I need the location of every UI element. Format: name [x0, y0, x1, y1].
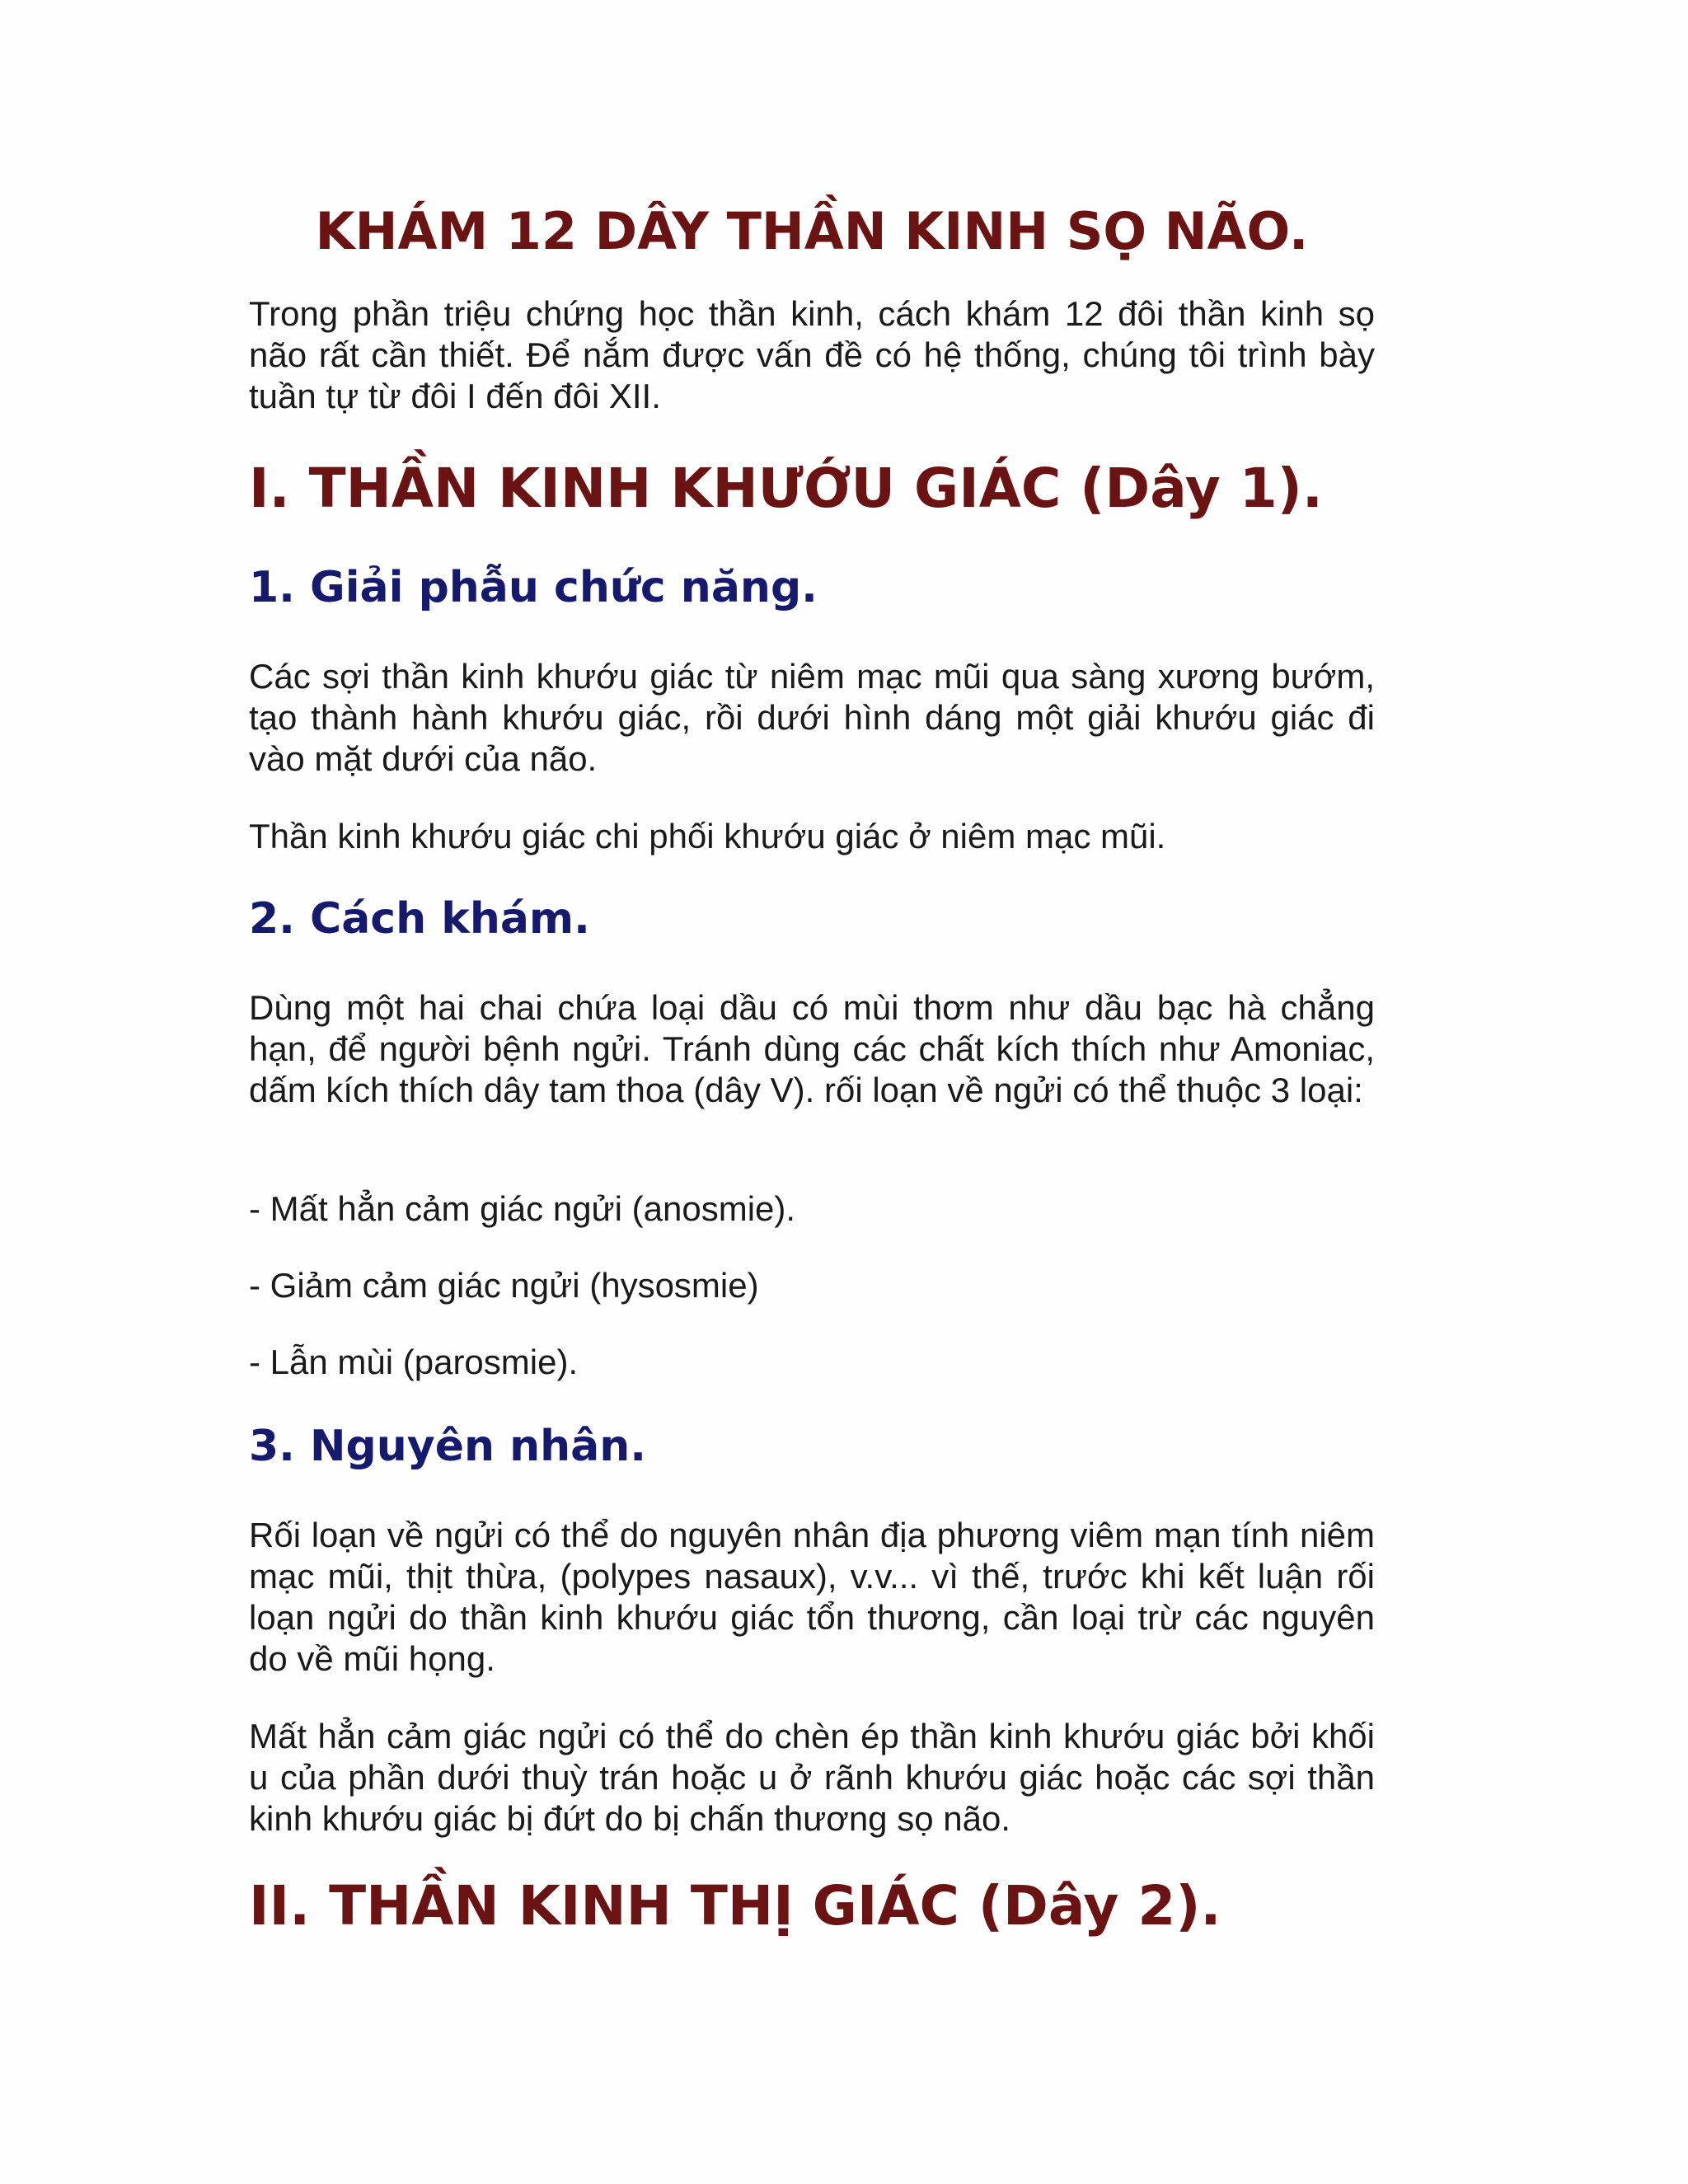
bullet-hyposmie: - Giảm cảm giác ngửi (hysosmie)	[249, 1266, 759, 1305]
function-paragraph: Thần kinh khướu giác chi phối khướu giác ở niêm mạc mũi.	[249, 817, 1166, 855]
bullet-parosmie: - Lẫn mùi (parosmie).	[249, 1343, 579, 1381]
subsection-2-heading: 2. Cách khám.	[249, 894, 590, 944]
section-1-heading: I. THẦN KINH KHƯỚU GIÁC (Dây 1).	[249, 457, 1323, 520]
anatomy-paragraph: Các sợi thần kinh khướu giác từ niêm mạc mũi qua sàng xương bướm, tạo thành hành khướu giác, rồi dưới hình dáng một giải khướu giác đi vào mặt dưới của não.	[249, 657, 1375, 778]
section-2-heading: II. THẦN KINH THỊ GIÁC (Dây 2).	[249, 1874, 1221, 1938]
cause-paragraph-2: Mất hẳn cảm giác ngửi có thể do chèn ép thần kinh khướu giác bởi khối u của phần dưới thuỳ trán hoặc u ở rãnh khướu giác hoặc các sợi thần kinh khướu giác bị đứt do bị chấn thương sọ não.	[249, 1717, 1375, 1838]
exam-paragraph: Dùng một hai chai chứa loại dầu có mùi thơm như dầu bạc hà chẳng hạn, để người bệnh ngửi. Tránh dùng các chất kích thích như Amoniac, dấm kích thích dây tam thoa (dây V). rối loạn về ngửi có thể thuộc 3 loại:	[249, 988, 1375, 1109]
bullet-anosmie: - Mất hẳn cảm giác ngửi (anosmie).	[249, 1189, 796, 1228]
document-title: KHÁM 12 DÂY THẦN KINH SỌ NÃO.	[315, 201, 1309, 261]
cause-paragraph-1: Rối loạn về ngửi có thể do nguyên nhân địa phương viêm mạn tính niêm mạc mũi, thịt thừa, (polypes nasaux), v.v... vì thế, trước khi kết luận rối loạn ngửi do thần kinh khướu giác tổn thương, cần loại trừ các nguyên do về mũi họng.	[249, 1516, 1375, 1678]
intro-paragraph: Trong phần triệu chứng học thần kinh, cách khám 12 đôi thần kinh sọ não rất cần thiết. Để nắm được vấn đề có hệ thống, chúng tôi trình bày tuần tự từ đôi I đến đôi XII.	[249, 294, 1375, 415]
subsection-3-heading: 3. Nguyên nhân.	[249, 1422, 646, 1471]
subsection-1-heading: 1. Giải phẫu chức năng.	[249, 563, 818, 612]
